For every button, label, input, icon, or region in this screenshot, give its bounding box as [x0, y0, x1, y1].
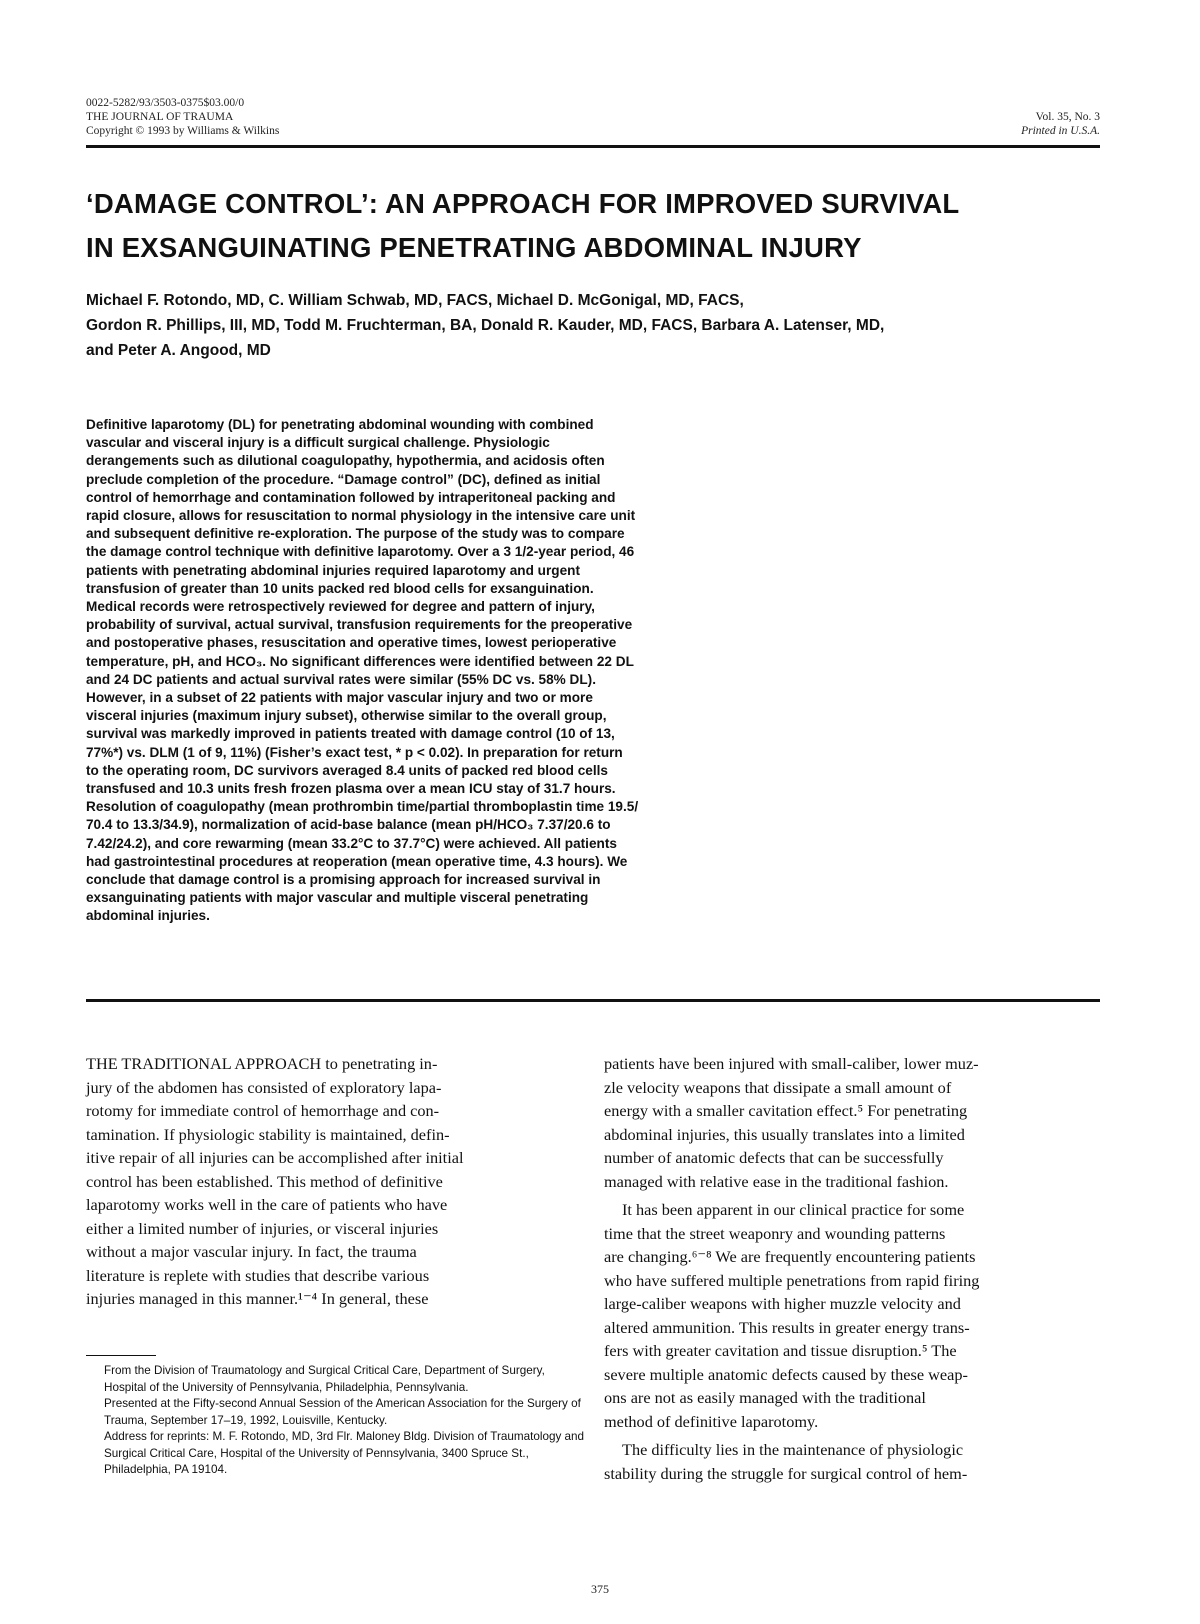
abstract-line: 70.4 to 13.3/34.9), normalization of acid-base balance (mean pH/HCO₃ 7.37/20.6 to [86, 817, 611, 833]
abstract-line: transfusion of greater than 10 units packed red blood cells for exsanguination. [86, 580, 594, 596]
abstract-line: vascular and visceral injury is a difficult surgical challenge. Physiologic [86, 435, 550, 451]
footnote-reprints: Address for reprints: M. F. Rotondo, MD, 3rd Flr. Maloney Bldg. Division of Traumatology and Surgical Critical Care, Hospital of the University of Pennsylvania, 3400 Spruce St., Philadelphia, PA 19104. [104, 1430, 585, 1476]
body-line: altered ammunition. This results in greater energy trans- [604, 1317, 970, 1337]
abstract-line: and subsequent definitive re-exploration. The purpose of the study was to compare [86, 526, 625, 542]
volume-line: Vol. 35, No. 3 [1035, 111, 1100, 123]
abstract-line: Resolution of coagulopathy (mean prothrombin time/partial thromboplastin time 19.5/ [86, 799, 639, 815]
issn-line: 0022-5282/93/3503-0375$03.00/0 [86, 97, 245, 109]
body-line: without a major vascular injury. In fact, the trauma [86, 1242, 417, 1261]
body-line: injuries managed in this manner.¹⁻⁴ In general, these [86, 1289, 429, 1308]
abstract-line: temperature, pH, and HCO₃. No significant differences were identified between 22 DL [86, 653, 634, 669]
body-line: abdominal injuries, this usually translates into a limited [604, 1124, 965, 1144]
footnotes [86, 1363, 586, 1479]
abstract-line: 77%*) vs. DLM (1 of 9, 11%) (Fisher’s exact test, * p < 0.02). In preparation for return [86, 744, 623, 760]
author-line: Gordon R. Phillips, III, MD, Todd M. Fruchterman, BA, Donald R. Kauder, MD, FACS, Barbara A. Latenser, MD, [86, 317, 885, 334]
body-line: The difficulty lies in the maintenance of physiologic [622, 1440, 964, 1459]
abstract-line: control of hemorrhage and contamination followed by intraperitoneal packing and [86, 489, 616, 505]
footnote-presented: Presented at the Fifty-second Annual Session of the American Association for the Surgery of Trauma, September 17–19, 1992, Louisville, Kentucky. [104, 1397, 581, 1427]
body-line: ons are not as easily managed with the traditional [604, 1388, 926, 1407]
body-line: literature is replete with studies that describe various [86, 1265, 430, 1285]
printed-line: Printed in U.S.A. [1021, 125, 1100, 137]
abstract-line: However, in a subset of 22 patients with major vascular injury and two or more [86, 690, 593, 706]
abstract-line: to the operating room, DC survivors averaged 8.4 units of packed red blood cells [86, 762, 608, 778]
footnote-affiliation: From the Division of Traumatology and Surgical Critical Care, Department of Surgery, Hospital of the University of Pennsylvania, Philadelphia, Pennsylvania. [104, 1364, 545, 1394]
body-line: time that the street weaponry and wounding patterns [604, 1223, 946, 1243]
body-line: who have suffered multiple penetrations from rapid firing [604, 1270, 980, 1290]
footnote-rule [86, 1355, 156, 1356]
body-line: THE TRADITIONAL APPROACH to penetrating in- [86, 1054, 438, 1073]
body-line: managed with relative ease in the traditional fashion. [604, 1171, 949, 1191]
body-line: large-caliber weapons with higher muzzle velocity and [604, 1294, 961, 1313]
abstract-line: patients with penetrating abdominal injuries required laparotomy and urgent [86, 562, 580, 578]
body-line: laparotomy works well in the care of patients who have [86, 1195, 448, 1214]
abstract-line: preclude completion of the procedure. “Damage control” (DC), defined as initial [86, 471, 601, 487]
body-line: number of anatomic defects that can be successfully [604, 1148, 944, 1167]
body-column-left [86, 1052, 586, 1311]
abstract-line: abdominal injuries. [86, 908, 210, 924]
abstract-line: and postoperative phases, resuscitation and operative times, lowest perioperative [86, 635, 617, 651]
header-rule [86, 145, 1100, 148]
abstract-line: derangements such as dilutional coagulopathy, hypothermia, and acidosis often [86, 453, 605, 469]
intro-paragraph [86, 1052, 586, 1311]
author-line: and Peter A. Angood, MD [86, 342, 271, 359]
body-line: stability during the struggle for surgical control of hem- [604, 1463, 968, 1483]
abstract-line: and 24 DC patients and actual survival rates were similar (55% DC vs. 58% DL). [86, 671, 596, 687]
journal-header-right [1021, 96, 1100, 138]
abstract-line: exsanguinating patients with major vascular and multiple visceral penetrating [86, 890, 589, 906]
abstract-line: had gastrointestinal procedures at reoperation (mean operative time, 4.3 hours). We [86, 853, 628, 869]
abstract-line: the damage control technique with definitive laparotomy. Over a 3 1/2-year period, 46 [86, 544, 635, 560]
body-paragraph [604, 1052, 1104, 1193]
body-line: method of definitive laparotomy. [604, 1411, 819, 1431]
body-line: tamination. If physiologic stability is maintained, defin- [86, 1124, 450, 1144]
body-line: are changing.⁶⁻⁸ We are frequently encountering patients [604, 1247, 976, 1266]
abstract-line: transfused and 10.3 units fresh frozen plasma over a mean ICU stay of 31.7 hours. [86, 781, 616, 797]
body-line: jury of the abdomen has consisted of exploratory lapa- [86, 1077, 442, 1097]
body-paragraph [604, 1198, 1104, 1433]
abstract-line: conclude that damage control is a promising approach for increased survival in [86, 872, 601, 888]
copyright-line: Copyright © 1993 by Williams & Wilkins [86, 125, 280, 137]
body-line: fers with greater cavitation and tissue disruption.⁵ The [604, 1341, 957, 1360]
title-line: IN EXSANGUINATING PENETRATING ABDOMINAL INJURY [86, 232, 862, 263]
page-number: 375 [591, 1582, 609, 1596]
body-line: rotomy for immediate control of hemorrhage and con- [86, 1101, 440, 1120]
body-line: control has been established. This method of definitive [86, 1171, 443, 1191]
body-line: either a limited number of injuries, or visceral injuries [86, 1218, 439, 1238]
body-paragraph [604, 1438, 1104, 1485]
abstract-line: Medical records were retrospectively reviewed for degree and pattern of injury, [86, 599, 595, 615]
journal-name: THE JOURNAL OF TRAUMA [86, 111, 234, 123]
author-line: Michael F. Rotondo, MD, C. William Schwab, MD, FACS, Michael D. McGonigal, MD, FACS, [86, 292, 744, 309]
body-line: itive repair of all injuries can be accomplished after initial [86, 1148, 464, 1167]
abstract-line: probability of survival, actual survival, transfusion requirements for the preoperative [86, 617, 633, 633]
abstract-line: Definitive laparotomy (DL) for penetrating abdominal wounding with combined [86, 417, 594, 432]
abstract-line: 7.42/24.2), and core rewarming (mean 33.2°C to 37.7°C) were achieved. All patients [86, 835, 617, 851]
body-column-right [604, 1052, 1104, 1485]
journal-header-left [86, 96, 279, 138]
author-list [86, 288, 1106, 363]
body-line: patients have been injured with small-caliber, lower muz- [604, 1054, 979, 1073]
abstract [86, 416, 806, 926]
article-title [86, 182, 1106, 270]
title-line: ‘DAMAGE CONTROL’: AN APPROACH FOR IMPROVED SURVIVAL [86, 188, 960, 219]
abstract-line: visceral injuries (maximum injury subset), otherwise similar to the overall group, [86, 708, 607, 724]
abstract-line: survival was markedly improved in patients treated with damage control (10 of 13, [86, 726, 615, 742]
body-line: It has been apparent in our clinical practice for some [622, 1200, 965, 1219]
body-line: zle velocity weapons that dissipate a small amount of [604, 1077, 952, 1097]
body-line: energy with a smaller cavitation effect.⁵ For penetrating [604, 1101, 968, 1120]
abstract-rule [86, 999, 1100, 1002]
body-line: severe multiple anatomic defects caused by these weap- [604, 1364, 968, 1384]
abstract-line: rapid closure, allows for resuscitation to normal physiology in the intensive care unit [86, 508, 636, 524]
